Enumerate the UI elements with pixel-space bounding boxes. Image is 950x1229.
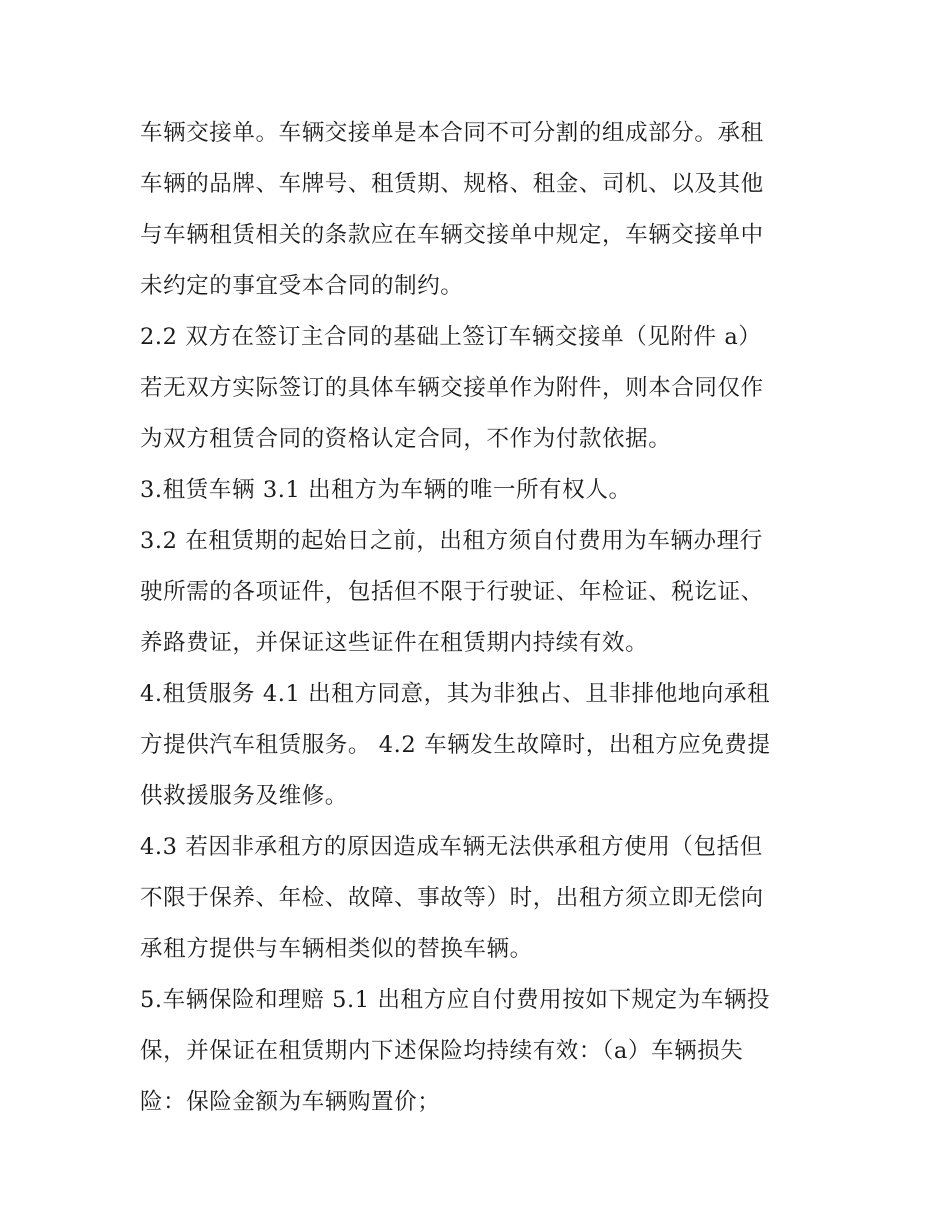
text-line: 车辆的品牌、车牌号、租赁期、规格、租金、司机、以及其他 [140,171,764,197]
text-line: 车辆交接单。车辆交接单是本合同不可分割的组成部分。承租 [140,120,764,146]
text-line: 供救援服务及维修。 [140,783,348,809]
text-line: 未约定的事宜受本合同的制约。 [140,273,464,299]
text-line: 方提供汽车租赁服务。 4.2 车辆发生故障时，出租方应免费提 [140,732,771,758]
text-line: 承租方提供与车辆相类似的替换车辆。 [140,936,533,962]
text-line: 与车辆租赁相关的条款应在车辆交接单中规定，车辆交接单中 [140,222,764,248]
text-line: 若无双方实际签订的具体车辆交接单作为附件，则本合同仅作 [140,375,764,401]
text-line: 为双方租赁合同的资格认定合同，不作为付款依据。 [140,426,672,452]
text-line: 不限于保养、年检、故障、事故等）时，出租方须立即无偿向 [140,885,764,911]
text-line: 2.2 双方在签订主合同的基础上签订车辆交接单（见附件 a） [140,324,762,350]
text-line: 3.2 在租赁期的起始日之前，出租方须自付费用为车辆办理行 [140,528,763,554]
text-line: 驶所需的各项证件，包括但不限于行驶证、年检证、税讫证、 [140,579,764,605]
contract-text-body [140,108,830,1128]
text-line: 养路费证，并保证这些证件在租赁期内持续有效。 [140,630,649,656]
text-line: 5.车辆保险和理赔 5.1 出租方应自付费用按如下规定为车辆投 [140,987,771,1013]
text-line: 3.租赁车辆 3.1 出租方为车辆的唯一所有权人。 [140,477,632,503]
text-line: 4.租赁服务 4.1 出租方同意，其为非独占、且非排他地向承租 [140,681,771,707]
text-line: 险：保险金额为车辆购置价； [140,1089,441,1115]
text-line: 保，并保证在租赁期内下述保险均持续有效：（a）车辆损失 [140,1038,744,1064]
text-line: 4.3 若因非承租方的原因造成车辆无法供承租方使用（包括但 [140,834,763,860]
